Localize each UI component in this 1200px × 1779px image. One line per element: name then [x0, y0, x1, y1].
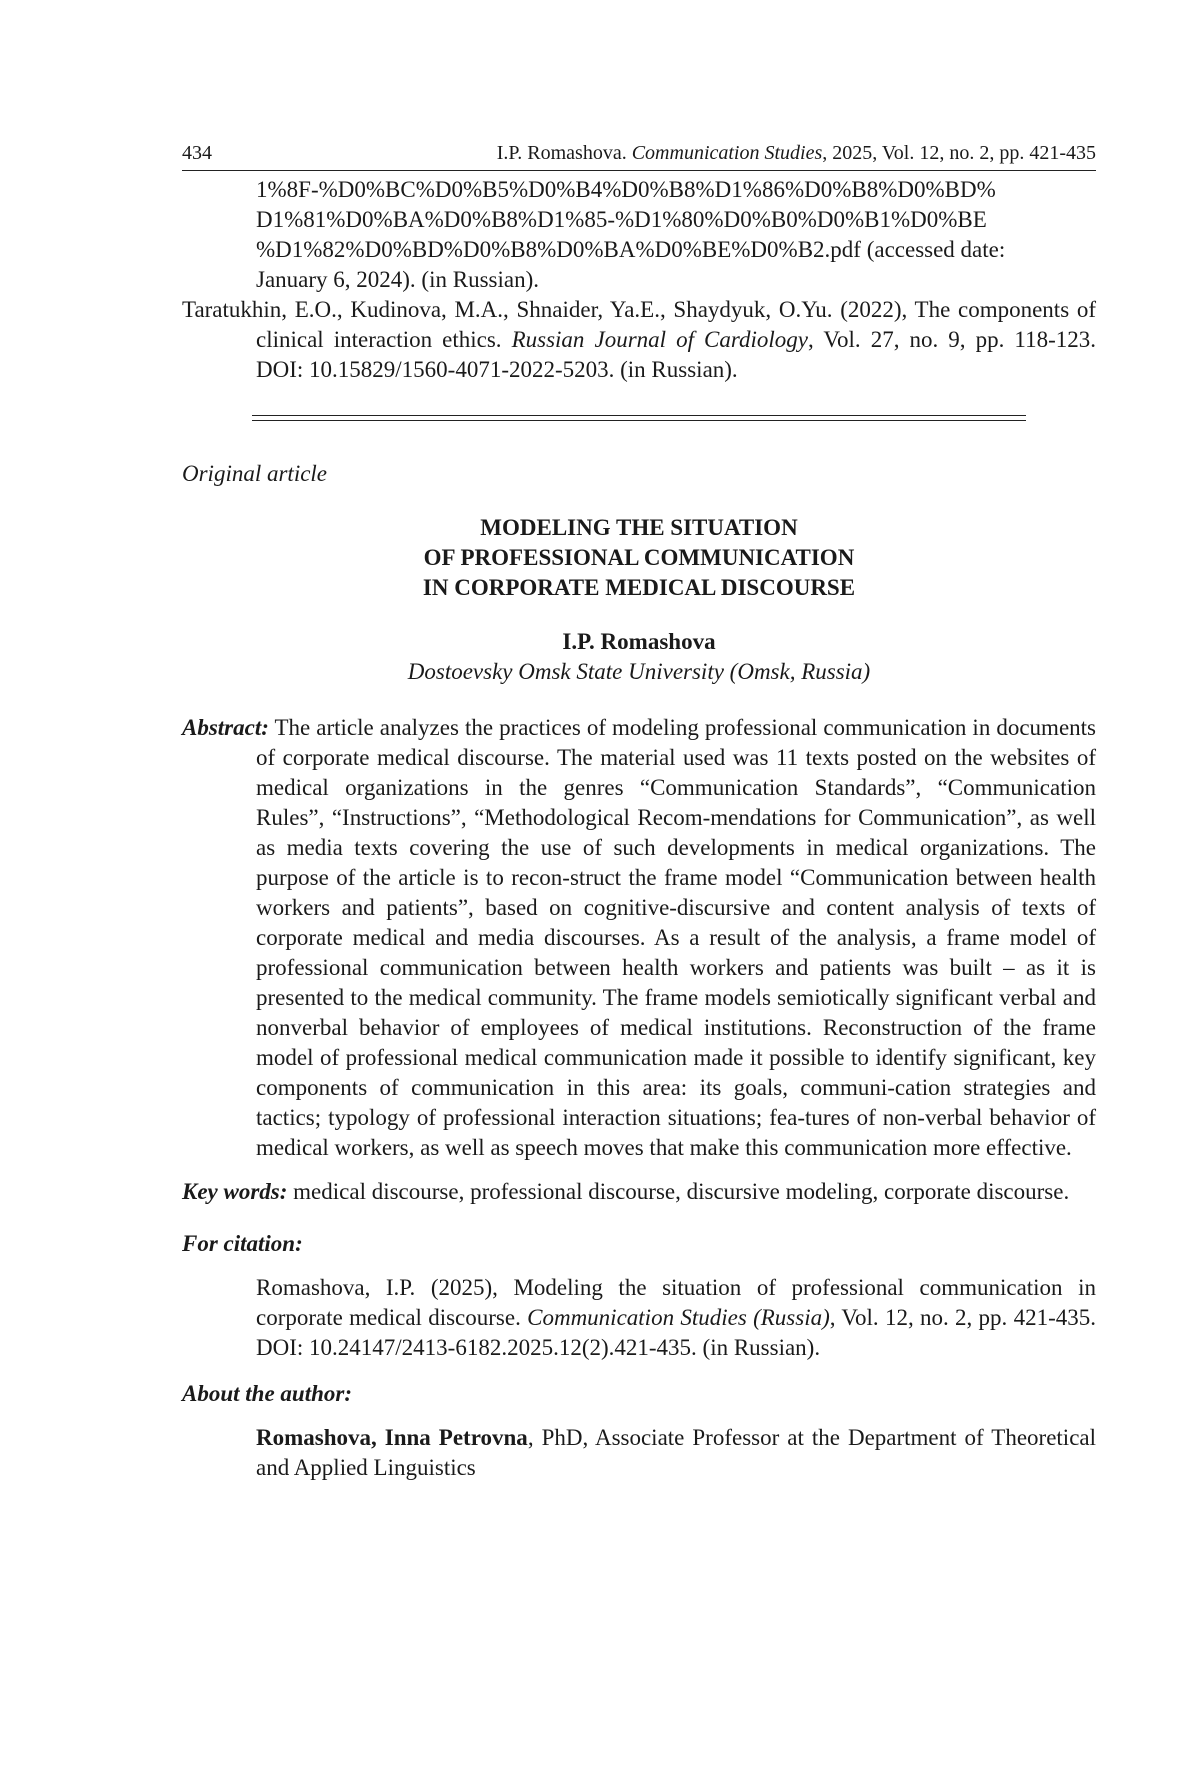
article-type: Original article [182, 461, 328, 486]
abstract-text: The article analyzes the practices of modeling professional communication in documents of corporate medical discourse. The material used was 11 texts posted on the websites of medical organizations in the genres “Communication Standards”, “Communication Rules”, “Instructions”, “Methodological Recom-mendations for Communication”, as well as media texts covering the use of such developments in medical organizations. The purpose of the article is to recon-struct the frame model “Communication between health workers and patients”, based on cognitive-discursive and content analysis of texts of corporate medical and media discourses. As a result of the analysis, a frame model of professional communication between health workers and patients was built – as it is presented to the medical community. The frame models semiotically significant verbal and nonverbal behavior of employees of medical institutions. Reconstruction of the frame model of professional medical communication made it possible to identify significant, key components of communication in this area: its goals, communi-cation strategies and tactics; typology of professional interaction situations; fea-tures of non-verbal behavior of medical workers, as well as speech moves that make this communication more effective. [256, 715, 1096, 1160]
page-number: 434 [182, 142, 212, 164]
reference-authors: Taratukhin, E.O., Kudinova, M.A., Shnaider, Ya.E., Shaydyuk, O.Yu. (2022), The components of clinical interaction ethics. [182, 297, 1096, 352]
abstract [182, 713, 1096, 1163]
abstract-label: Abstract: [182, 715, 269, 740]
citation-journal: Communication Studies (Russia) [527, 1305, 830, 1330]
author-affiliation: Dostoevsky Omsk State University (Omsk, Russia) [407, 659, 871, 684]
reference-access-note: January 6, 2024). (in Russian). [256, 267, 539, 292]
keywords-label: Key words: [182, 1179, 288, 1204]
reference-url-line: %D1%82%D0%BD%D0%B8%D0%BA%D0%BE%D0%B2.pdf (accessed date: [256, 237, 1006, 262]
article-author: I.P. Romashova [562, 629, 716, 654]
about-author-label: About the author: [182, 1381, 352, 1406]
citation-label: For citation: [182, 1231, 303, 1256]
reference-taratukhin [182, 295, 1096, 385]
title-line: OF PROFESSIONAL COMMUNICATION [423, 545, 855, 570]
reference-continued [182, 175, 1096, 295]
header-journal-name: Communication Studies [631, 142, 823, 164]
running-header-citation [497, 140, 1096, 166]
title-line: IN CORPORATE MEDICAL DISCOURSE [422, 575, 856, 600]
header-journal-details: , 2025, Vol. 12, no. 2, pp. 421-435 [822, 142, 1096, 164]
keywords [182, 1177, 1096, 1207]
about-author-name: Romashova, Inna Petrovna [256, 1425, 528, 1450]
running-header [182, 140, 1096, 171]
title-line: MODELING THE SITUATION [480, 515, 798, 540]
reference-url-line: 1%8F-%D0%BC%D0%B5%D0%B4%D0%B8%D1%86%D0%B8%D0%BD% [256, 177, 996, 202]
journal-page [182, 140, 1096, 1483]
header-author: I.P. Romashova. [496, 142, 627, 164]
article-title [182, 513, 1096, 603]
about-author-details: , PhD, Associate Professor at the Department of Theoretical and Applied Linguistics [256, 1425, 1096, 1480]
reference-details: , Vol. 27, no. 9, pp. 118-123. DOI: 10.15829/1560-4071-2022-5203. (in Russian). [256, 327, 1096, 382]
section-divider [252, 415, 1026, 421]
reference-url-line: D1%81%D0%BA%D0%B8%D1%85-%D1%80%D0%B0%D0%B1%D0%BE [256, 207, 987, 232]
citation-before: Romashova, I.P. (2025), Modeling the situation of professional communication in corporate medical discourse. [256, 1275, 1096, 1330]
citation-after: , Vol. 12, no. 2, pp. 421-435. DOI: 10.24147/2413-6182.2025.12(2).421-435. (in Russian). [256, 1305, 1097, 1360]
about-author-text [182, 1423, 1096, 1483]
keywords-text: medical discourse, professional discourse, discursive modeling, corporate discourse. [287, 1179, 1070, 1204]
citation-text [182, 1273, 1096, 1363]
reference-journal: Russian Journal of Cardiology [511, 327, 808, 352]
